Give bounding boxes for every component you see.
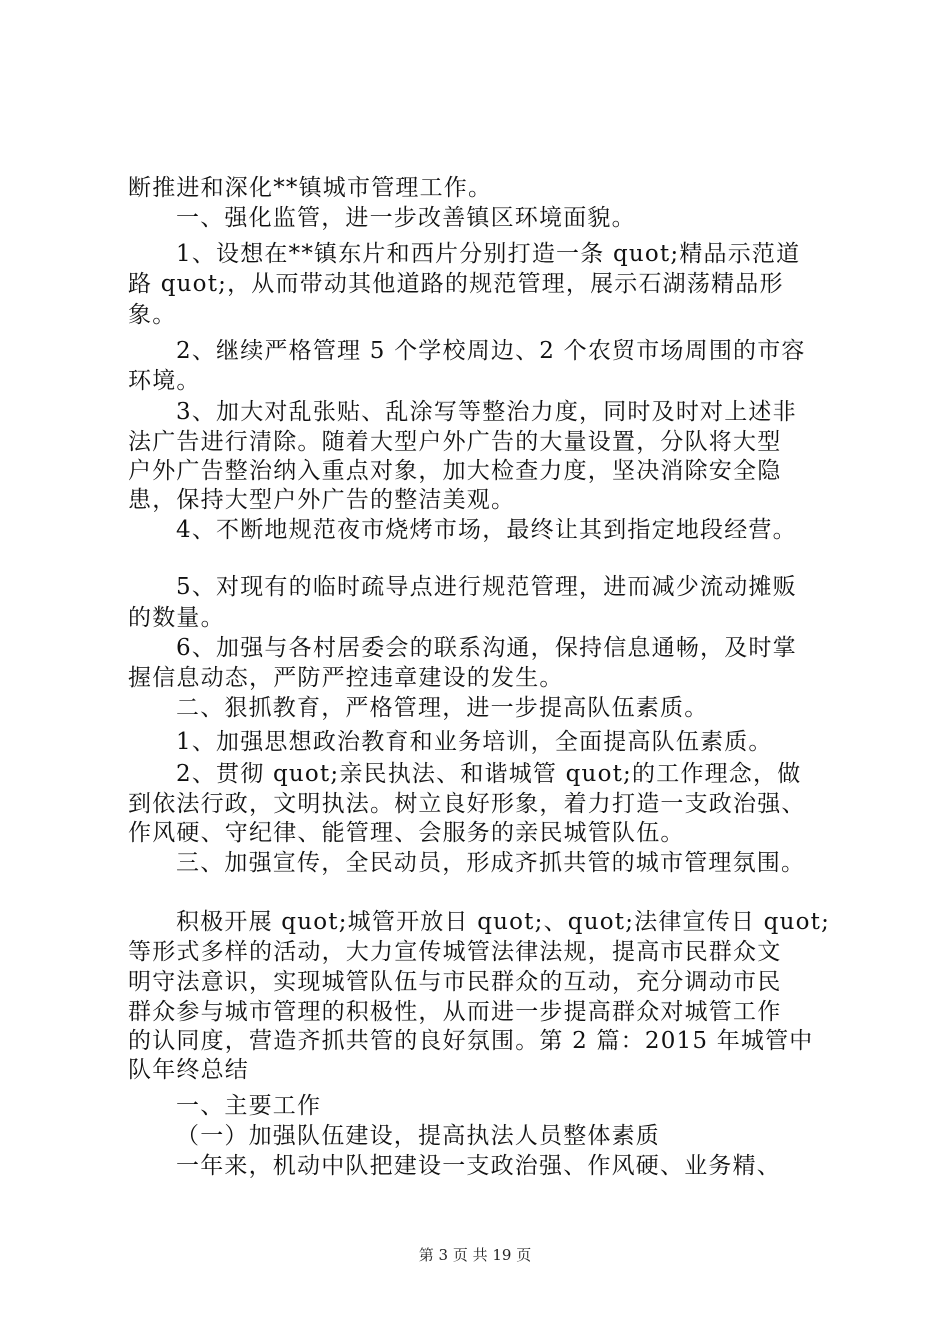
page-number: 第 3 页 共 19 页: [418, 1246, 532, 1264]
body-line: 积极开展 quot;城管开放日 quot;、quot;法律宣传日 quot;: [176, 909, 831, 935]
section-heading: 一、强化监管，进一步改善镇区环境面貌。: [176, 205, 636, 231]
body-line: 1、加强思想政治教育和业务培训，全面提高队伍素质。: [176, 729, 773, 755]
body-line: 6、加强与各村居委会的联系沟通，保持信息通畅，及时掌: [176, 635, 797, 661]
section-heading: 三、加强宣传，全民动员，形成齐抓共管的城市管理氛围。: [176, 850, 806, 876]
body-line: 法广告进行清除。随着大型户外广告的大量设置，分队将大型: [128, 429, 782, 455]
body-line: 3、加大对乱张贴、乱涂写等整治力度，同时及时对上述非: [176, 399, 797, 425]
body-line: 握信息动态，严防严控违章建设的发生。: [128, 665, 564, 691]
body-line: 2、继续严格管理 5 个学校周边、2 个农贸市场周围的市容: [176, 338, 806, 364]
body-line: 断推进和深化**镇城市管理工作。: [128, 175, 493, 201]
body-line: 群众参与城市管理的积极性，从而进一步提高群众对城管工作: [128, 999, 782, 1025]
body-line: 明守法意识，实现城管队伍与市民群众的互动，充分调动市民: [128, 969, 782, 995]
body-line: 1、设想在**镇东片和西片分别打造一条 quot;精品示范道: [176, 241, 801, 267]
body-line: 队年终总结: [128, 1057, 249, 1083]
body-line: 4、不断地规范夜市烧烤市场，最终让其到指定地段经营。: [176, 517, 797, 543]
body-line: 路 quot;，从而带动其他道路的规范管理，展示石湖荡精品形: [128, 271, 784, 297]
body-line: 患，保持大型户外广告的整洁美观。: [128, 487, 516, 513]
body-line: 5、对现有的临时疏导点进行规范管理，进而减少流动摊贩: [176, 574, 797, 600]
body-line: 到依法行政，文明执法。树立良好形象，着力打造一支政治强、: [128, 791, 806, 817]
body-line: 象。: [128, 302, 177, 328]
subsection-heading: （一）加强队伍建设，提高执法人员整体素质: [176, 1123, 660, 1149]
body-line: 一年来，机动中队把建设一支政治强、作风硬、业务精、: [176, 1153, 781, 1179]
body-line: 的认同度，营造齐抓共管的良好氛围。第 2 篇：2015 年城管中: [128, 1028, 814, 1054]
section-heading: 二、狠抓教育，严格管理，进一步提高队伍素质。: [176, 695, 709, 721]
body-line: 的数量。: [128, 605, 225, 631]
body-line: 环境。: [128, 368, 201, 394]
body-line: 户外广告整治纳入重点对象，加大检查力度，坚决消除安全隐: [128, 458, 782, 484]
body-line: 作风硬、守纪律、能管理、会服务的亲民城管队伍。: [128, 820, 685, 846]
section-heading: 一、主要工作: [176, 1093, 322, 1119]
body-line: 等形式多样的活动，大力宣传城管法律法规，提高市民群众文: [128, 939, 782, 965]
body-line: 2、贯彻 quot;亲民执法、和谐城管 quot;的工作理念，做: [176, 761, 802, 787]
